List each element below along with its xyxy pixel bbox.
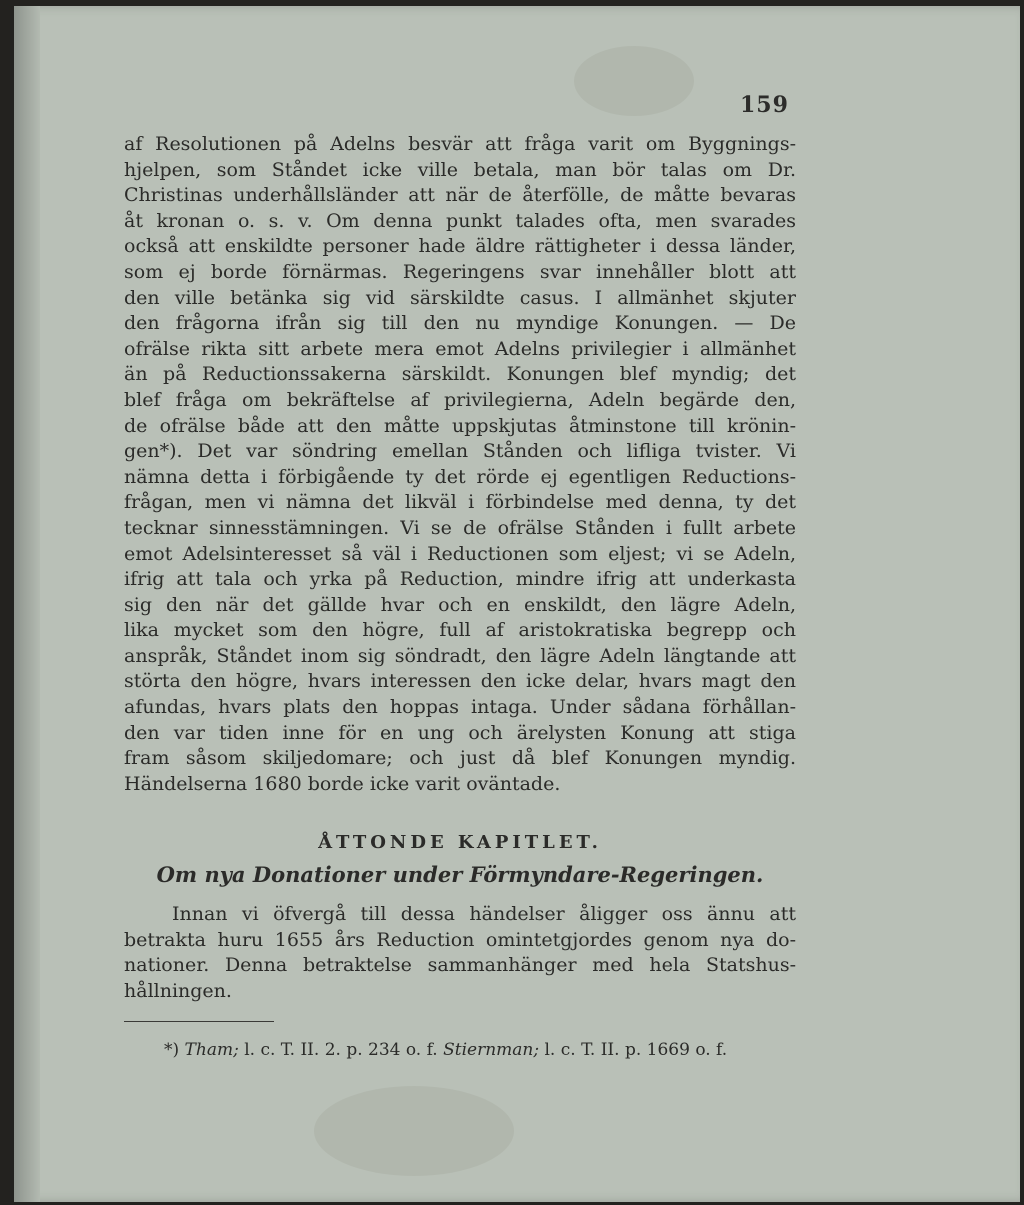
footnote-ref-1: l. c. T. II. 2. p. 234 o. f. (244, 1040, 438, 1060)
text-line: hjelpen, som Ståndet icke ville betala, man bör talas om Dr. (124, 158, 796, 181)
text-line: afundas, hvars plats den hoppas intaga. Under sådana förhållan- (124, 696, 796, 719)
text-line: den var tiden inne för en ung och ärelysten Konung att stiga (124, 721, 796, 744)
footnote-ref-2: l. c. T. II. p. 1669 o. f. (544, 1040, 728, 1060)
text-line: Händelserna 1680 borde icke varit oväntade. (124, 772, 561, 795)
text-line: Innan vi öfvergå till dessa händelser åligger oss ännu att (172, 903, 796, 925)
paper-stain (314, 1086, 514, 1176)
chapter-heading: ÅTTONDE KAPITLET. (318, 832, 602, 853)
text-line: betrakta huru 1655 års Reduction omintetgjordes genom nya do- (124, 928, 796, 951)
text-line: de ofrälse både att den måtte uppskjutas åtminstone till krönin- (124, 414, 796, 437)
text-line: också att enskildte personer hade äldre rättigheter i dessa länder, (124, 235, 796, 258)
text-line: som ej borde förnärmas. Regeringens svar innehåller blott att (124, 260, 796, 283)
footnote-divider (124, 1021, 274, 1022)
text-line: gen*). Det var söndring emellan Stånden och lifliga tvister. Vi (124, 440, 796, 463)
chapter-intro-paragraph (124, 902, 796, 1004)
text-line: hållningen. (124, 979, 232, 1002)
text-line: ofrälse rikta sitt arbete mera emot Adelns privilegier i allmänhet (124, 337, 796, 360)
paper-stain (574, 46, 694, 116)
page-gutter (14, 6, 40, 1202)
text-line: än på Reductionssakerna särskildt. Konungen blef myndig; det (124, 363, 796, 386)
text-line: tecknar sinnesstämningen. Vi se de ofrälse Stånden i fullt arbete (124, 516, 796, 539)
footnote (164, 1040, 804, 1060)
text-line: lika mycket som den högre, full af aristokratiska begrepp och (124, 619, 796, 642)
text-line: sig den när det gällde hvar och en enskildt, den lägre Adeln, (124, 593, 796, 616)
text-line: nationer. Denna betraktelse sammanhänger med hela Statshus- (124, 954, 796, 977)
main-paragraph (124, 132, 796, 797)
text-line: fram såsom skiljedomare; och just då blef Konungen myndig. (124, 747, 796, 770)
text-line: åt kronan o. s. v. Om denna punkt talades ofta, men svarades (124, 209, 796, 232)
chapter-subtitle: Om nya Donationer under Förmyndare-Regeringen. (156, 862, 764, 887)
footnote-author-tham: Tham; (184, 1040, 239, 1060)
text-line: emot Adelsinteresset så väl i Reductionen som eljest; vi se Adeln, (124, 542, 796, 565)
footnote-marker: *) (164, 1040, 180, 1060)
text-line: störta den högre, hvars interessen den icke delar, hvars magt den (124, 670, 796, 693)
text-line: blef fråga om bekräftelse af privilegierna, Adeln begärde den, (124, 388, 796, 411)
footnote-author-stiernman: Stiernman; (443, 1040, 540, 1060)
page-number: 159 (740, 92, 789, 118)
text-line: Christinas underhållsländer att när de återfölle, de måtte bevaras (124, 184, 796, 207)
text-line: den ville betänka sig vid särskildte casus. I allmänhet skjuter (124, 286, 796, 309)
text-line: frågan, men vi nämna det likväl i förbindelse med denna, ty det (124, 491, 796, 514)
text-line: nämna detta i förbigående ty det rörde ej egentligen Reductions- (124, 465, 796, 488)
text-line: anspråk, Ståndet inom sig söndradt, den lägre Adeln längtande att (124, 644, 796, 667)
text-line: ifrig att tala och yrka på Reduction, mindre ifrig att underkasta (124, 568, 796, 591)
text-line: den frågorna ifrån sig till den nu myndige Konungen. — De (124, 312, 796, 335)
text-line: af Resolutionen på Adelns besvär att fråga varit om Byggnings- (124, 133, 796, 155)
